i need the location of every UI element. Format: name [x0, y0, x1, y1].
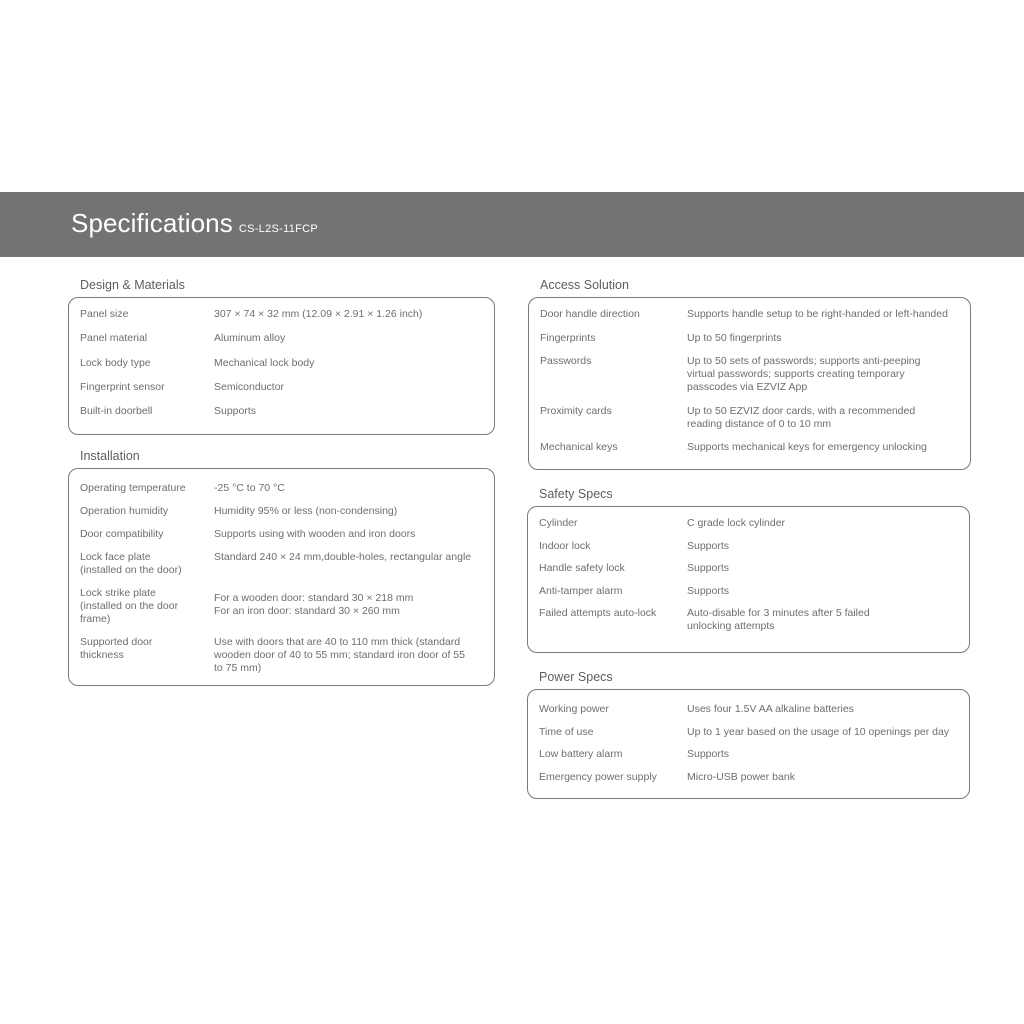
- spec-row: [539, 703, 959, 716]
- spec-row: [540, 308, 960, 321]
- spec-label: Lock strike plate (installed on the door frame): [80, 587, 179, 625]
- spec-value: Aluminum alloy: [214, 332, 286, 345]
- spec-value: Supports: [687, 748, 730, 760]
- section-title: Access Solution: [540, 278, 629, 292]
- spec-row: [80, 405, 484, 418]
- spec-label: Lock face plate (installed on the door): [80, 551, 182, 576]
- spec-row: [540, 441, 960, 454]
- spec-row: [539, 540, 959, 553]
- section-title: Power Specs: [539, 670, 613, 684]
- spec-row: [539, 562, 959, 575]
- spec-row: [539, 771, 959, 784]
- section-title: Design & Materials: [80, 278, 185, 292]
- model-code: CS-L2S-11FCP: [238, 223, 319, 235]
- spec-label: Proximity cards: [540, 404, 612, 417]
- spec-row: [539, 726, 959, 739]
- spec-label: Supported door thickness: [80, 636, 153, 661]
- spec-label: Panel material: [80, 332, 148, 345]
- spec-row: [80, 528, 484, 541]
- spec-value: Humidity 95% or less (non-condensing): [214, 505, 398, 517]
- spec-label: Door compatibility: [80, 528, 164, 540]
- spec-row: [80, 332, 484, 345]
- page-title: [71, 208, 318, 239]
- spec-value: -25 °C to 70 °C: [214, 482, 285, 494]
- spec-label: Fingerprints: [540, 331, 596, 344]
- spec-label: Emergency power supply: [539, 770, 657, 783]
- section-title: Safety Specs: [539, 487, 613, 501]
- spec-table: [527, 689, 970, 799]
- spec-value: Mechanical lock body: [214, 356, 315, 369]
- spec-value: Standard 240 × 24 mm,double-holes, rectangular angle: [214, 551, 472, 563]
- section-power-specs: [527, 669, 970, 799]
- spec-value: Supports mechanical keys for emergency unlocking: [687, 441, 927, 453]
- spec-label: Low battery alarm: [539, 748, 623, 760]
- spec-value: Up to 1 year based on the usage of 10 openings per day: [687, 725, 950, 738]
- spec-value: Up to 50 EZVIZ door cards, with a recommended reading distance of 0 to 10 mm: [687, 404, 916, 430]
- spec-row: [540, 405, 960, 431]
- spec-label: Built-in doorbell: [80, 405, 153, 418]
- spec-row: [80, 551, 484, 577]
- spec-row: [539, 748, 959, 761]
- spec-value: Micro-USB power bank: [687, 770, 795, 783]
- spec-label: Door handle direction: [540, 308, 640, 320]
- spec-label: Time of use: [539, 725, 594, 738]
- spec-value: For a wooden door: standard 30 × 218 mm For an iron door: standard 30 × 260 mm: [214, 592, 414, 617]
- spec-value: C grade lock cylinder: [687, 517, 786, 529]
- spec-row: [80, 505, 484, 518]
- spec-table: [68, 297, 495, 435]
- spec-value: Supports handle setup to be right-handed or left-handed: [687, 308, 948, 320]
- spec-label: Failed attempts auto-lock: [539, 607, 657, 619]
- section-design-materials: [68, 277, 495, 435]
- spec-value: Uses four 1.5V AA alkaline batteries: [687, 703, 854, 715]
- spec-label: Handle safety lock: [539, 562, 625, 574]
- spec-label: Operating temperature: [80, 482, 186, 494]
- spec-label: Panel size: [80, 308, 129, 320]
- spec-value: Supports: [687, 562, 730, 574]
- spec-row: [539, 607, 959, 633]
- spec-value: Supports: [687, 539, 730, 552]
- spec-row: [540, 332, 960, 345]
- spec-label: Indoor lock: [539, 539, 591, 552]
- spec-row: [80, 636, 484, 675]
- spec-label: Operation humidity: [80, 505, 169, 517]
- page-title-text: Specifications: [71, 208, 233, 238]
- spec-value: Up to 50 sets of passwords; supports anti-peeping virtual passwords; supports creating temporary passcodes via EZVIZ App: [687, 355, 921, 393]
- section-installation: [68, 448, 495, 686]
- spec-value: Supports: [214, 405, 257, 418]
- spec-label: Mechanical keys: [540, 441, 618, 453]
- spec-value: Auto-disable for 3 minutes after 5 failed unlocking attempts: [687, 607, 870, 632]
- spec-label: Working power: [539, 703, 609, 715]
- spec-row: [539, 585, 959, 598]
- section-safety-specs: [527, 486, 970, 653]
- spec-table: [527, 506, 970, 653]
- spec-label: Passwords: [540, 355, 592, 367]
- spec-value: Use with doors that are 40 to 110 mm thick (standard wooden door of 40 to 55 mm; standard iron door of 55 to 75 mm): [214, 636, 465, 674]
- spec-row: [540, 355, 960, 394]
- spec-row: [539, 517, 959, 530]
- spec-value: Semiconductor: [214, 380, 285, 393]
- spec-label: Cylinder: [539, 517, 578, 529]
- spec-value: Supports using with wooden and iron doors: [214, 528, 416, 540]
- spec-table: [68, 468, 495, 686]
- spec-value: 307 × 74 × 32 mm (12.09 × 2.91 × 1.26 inch): [214, 308, 423, 320]
- spec-label: Anti-tamper alarm: [539, 584, 623, 597]
- section-title: Installation: [80, 449, 140, 463]
- spec-row: [80, 587, 484, 626]
- spec-row: [80, 357, 484, 370]
- spec-label: Fingerprint sensor: [80, 380, 165, 393]
- spec-value: Supports: [687, 584, 730, 597]
- spec-row: [80, 381, 484, 394]
- section-access-solution: [528, 277, 971, 470]
- spec-table: [528, 297, 971, 470]
- spec-row: [80, 308, 484, 321]
- spec-value: Up to 50 fingerprints: [687, 331, 782, 344]
- spec-row: [80, 482, 484, 495]
- spec-label: Lock body type: [80, 356, 151, 369]
